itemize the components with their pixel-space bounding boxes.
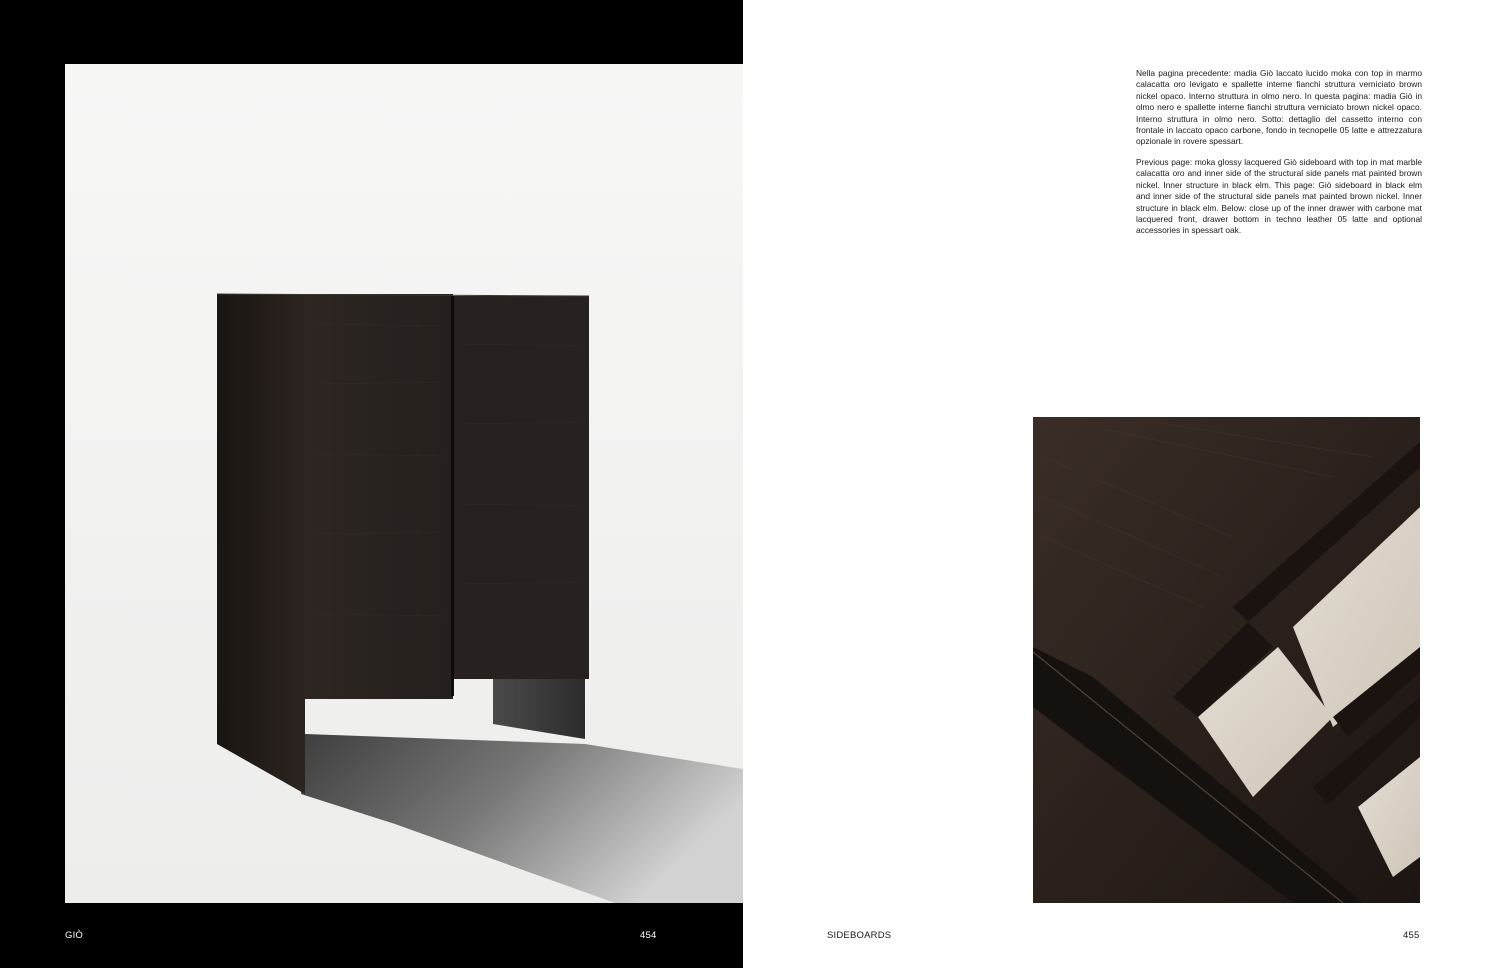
section-title: SIDEBOARDS [827, 930, 892, 941]
product-title: GIÒ [65, 930, 84, 941]
cabinet-photo [65, 64, 743, 903]
caption-english: Previous page: moka glossy lacquered Giò sideboard with top in mat marble calacatta oro and inner side of the structural side panels mat painted brown nickel. Inner structure in black elm. This page: Giò sideboard in black elm and inner side of the structural side panels mat painted brown nickel. Inner structure in black elm. Below: close up of the inner drawer with carbone mat lacquered front, drawer bottom in techno leather 05 latte and optional accessories in spessart oak. [1136, 157, 1422, 236]
drawer-detail-photo [1033, 417, 1420, 903]
caption-italian: Nella pagina precedente: madia Giò laccato lucido moka con top in marmo calacatta oro levigato e spallette interne fianchi struttura verniciato brown nickel opaco. Interno struttura in olmo nero. In questa pagina: madia Giò in olmo nero e spallette interne fianchi struttura verniciato brown nickel opaco. Interno struttura in olmo nero. Sotto: dettaglio del cassetto interno con frontale in laccato opaco carbone, fondo in tecnopelle 05 latte e attrezzatura opzionale in rovere spessart. [1136, 68, 1422, 147]
page-number-left: 454 [640, 930, 657, 941]
page-number-right: 455 [1403, 930, 1420, 941]
